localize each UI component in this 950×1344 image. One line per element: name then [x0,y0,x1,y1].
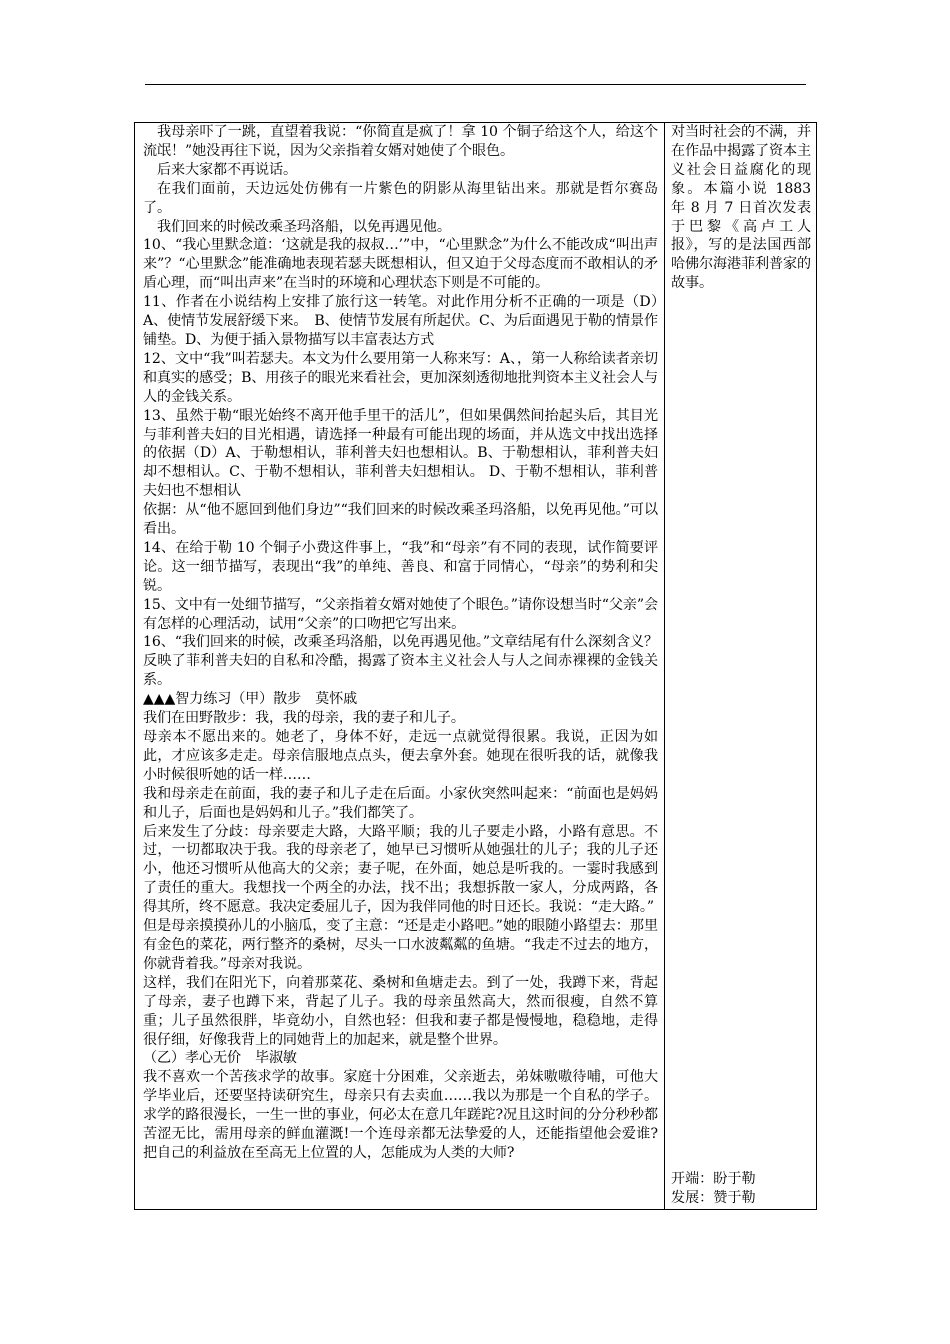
question-14: 14、在给于勒 10 个铜子小费这件事上，“我”和“母亲”有不同的表现，试作简要评论。这一细节描写，表现出“我”的单纯、善良、和富于同情心，“母亲”的势利和尖锐。 [143,539,658,594]
question-12: 12、文中“我”叫若瑟夫。本文为什么要用第一人称来写：A、，第一人称给读者亲切和真实的感受；B、用孩子的眼光来看社会，更加深刻透彻地批判资本主义社会人与人的金钱关系。 [143,350,658,405]
document-table [134,122,817,1210]
paragraph: 后来大家都不再说话。 [157,161,297,178]
plot-outline-opening: 开端：盼于勒 [671,1171,756,1187]
paragraph: 在我们面前，天边远处仿佛有一片紫色的阴影从海里钻出来。那就是哲尔赛岛了。 [143,180,658,216]
paragraph: 我母亲吓了一跳，直望着我说：“你简直是疯了！拿 10 个铜子给这个人，给这个流氓！”她没再往下说，因为父亲指着女婿对她使了个眼色。 [143,124,658,159]
paragraph: 这样，我们在阳光下，向着那菜花、桑树和鱼塘走去。到了一处，我蹲下来，背起了母亲，妻子也蹲下来，背起了儿子。我的母亲虽然高大，然而很瘦，自然不算重；儿子虽然很胖，毕竟幼小，自然也轻：但我和妻子都是慢慢地，稳稳地，走得很仔细，好像我背上的同她背上的加起来，就是整个世界。 [143,974,658,1048]
paragraph: 我不喜欢一个苦孩求学的故事。家庭十分困难，父亲逝去，弟妹嗷嗷待哺，可他大学毕业后，还要坚持读研究生，母亲只有去卖血……我以为那是一个自私的学子。求学的路很漫长，一生一世的事业，何必太在意几年蹉跎?况且这时间的分分秒秒都苦涩无比，需用母亲的鲜血灌溉!一个连母亲都无法挚爱的人，还能指望他会爱谁?把自己的利益放在至高无上位置的人，怎能成为人类的大师? [143,1069,658,1161]
header-rule [145,84,806,85]
section-heading-b: （乙）孝心无价 毕淑敏 [143,1050,297,1067]
paragraph: 母亲本不愿出来的。她老了，身体不好，走远一点就觉得很累。我说，正因为如此，才应该多走走。母亲信服地点点头，便去拿外套。她现在很听我的话，就像我小时候很听她的话一样…… [143,729,658,783]
paragraph: 我们回来的时候改乘圣玛洛船，以免再遇见他。 [157,218,451,235]
plot-outline-development: 发展：赞于勒 [671,1189,756,1206]
paragraph: 但是母亲摸摸孙儿的小脑瓜，变了主意：“还是走小路吧。”她的眼随小路望去：那里有金色的菜花，两行整齐的桑树，尽头一口水波粼粼的鱼塘。“我走不过去的地方，你就背着我。”母亲对我说。 [143,918,658,972]
paragraph: 我们在田野散步：我，我的母亲，我的妻子和儿子。 [143,710,465,727]
question-13-basis: 依据：从“他不愿回到他们身边”“我们回来的时候改乘圣玛洛船，以免再见他。”可以看出。 [143,502,658,538]
main-text-column [143,123,672,1163]
paragraph: 我和母亲走在前面，我的妻子和儿子走在后面。小家伙突然叫起来：“前面也是妈妈和儿子，后面也是妈妈和儿子。”我们都笑了。 [143,785,658,821]
side-note: 对当时社会的不满，并在作品中揭露了资本主义社会日益腐化的现象。本篇小说 1883 年 8 月 7 日首次发表于巴黎《高卢工人报》，写的是法国西部哈佛尔海港菲利普家的故事。 [671,124,811,292]
section-heading-a: ▲▲▲智力练习（甲）散步 莫怀戚 [143,691,358,708]
question-11: 11、作者在小说结构上安排了旅行这一转笔。对此作用分析不正确的一项是（D） A、使情节发展舒缓下来。 B、使情节发展有所起伏。C、为后面遇见于勒的情景作铺垫。D、为便于插入景物描写以丰富表达方式 [143,294,672,348]
question-16: 16、“我们回来的时候，改乘圣玛洛船，以免再遇见他。”文章结尾有什么深刻含义？ 反映了菲利普夫妇的自私和冷酷，揭露了资本主义社会人与人之间赤裸裸的金钱关系。 [143,634,672,689]
question-13: 13、虽然于勒“眼光始终不离开他手里干的活儿”，但如果偶然间抬起头后，其目光与菲利普夫妇的目光相遇，请选择一种最有可能出现的场面，并从选文中找出选择的依据（D）A、于勒想相认，菲利普夫妇也想相认。B、于勒想相认，菲利普夫妇却不想相认。C、于勒不想相认，菲利普夫妇想相认。 D、于勒不想相认，菲利普夫妇也不想相认 [143,407,658,500]
paragraph: 后来发生了分歧：母亲要走大路，大路平顺；我的儿子要走小路，小路有意思。不过，一切都取决于我。我的母亲老了，她早已习惯听从她强壮的儿子；我的儿子还小，他还习惯听从他高大的父亲；妻子呢，在外面，她总是听我的。一霎时我感到了责任的重大。我想找一个两全的办法，找不出；我想拆散一家人，分成两路，各得其所，终不愿意。我决定委屈儿子，因为我伴同他的时日还长。我说：“走大路。” [143,823,658,916]
column-divider [664,123,665,1209]
side-notes-column [671,123,811,293]
question-10: 10、“我心里默念道：‘这就是我的叔叔…’”中，“心里默念”为什么不能改成“叫出声来”？“心里默念”能准确地表现若瑟夫既想相认，但又迫于父母态度而不敢相认的矛盾心理，而“叫出声来”在当时的环境和心理状态下则是不可能的。 [143,237,658,292]
question-15: 15、文中有一处细节描写，“父亲指着女婿对她使了个眼色。”请你设想当时“父亲”会有怎样的心理活动，试用“父亲”的口吻把它写出来。 [143,596,658,632]
plot-outline [671,1170,811,1208]
